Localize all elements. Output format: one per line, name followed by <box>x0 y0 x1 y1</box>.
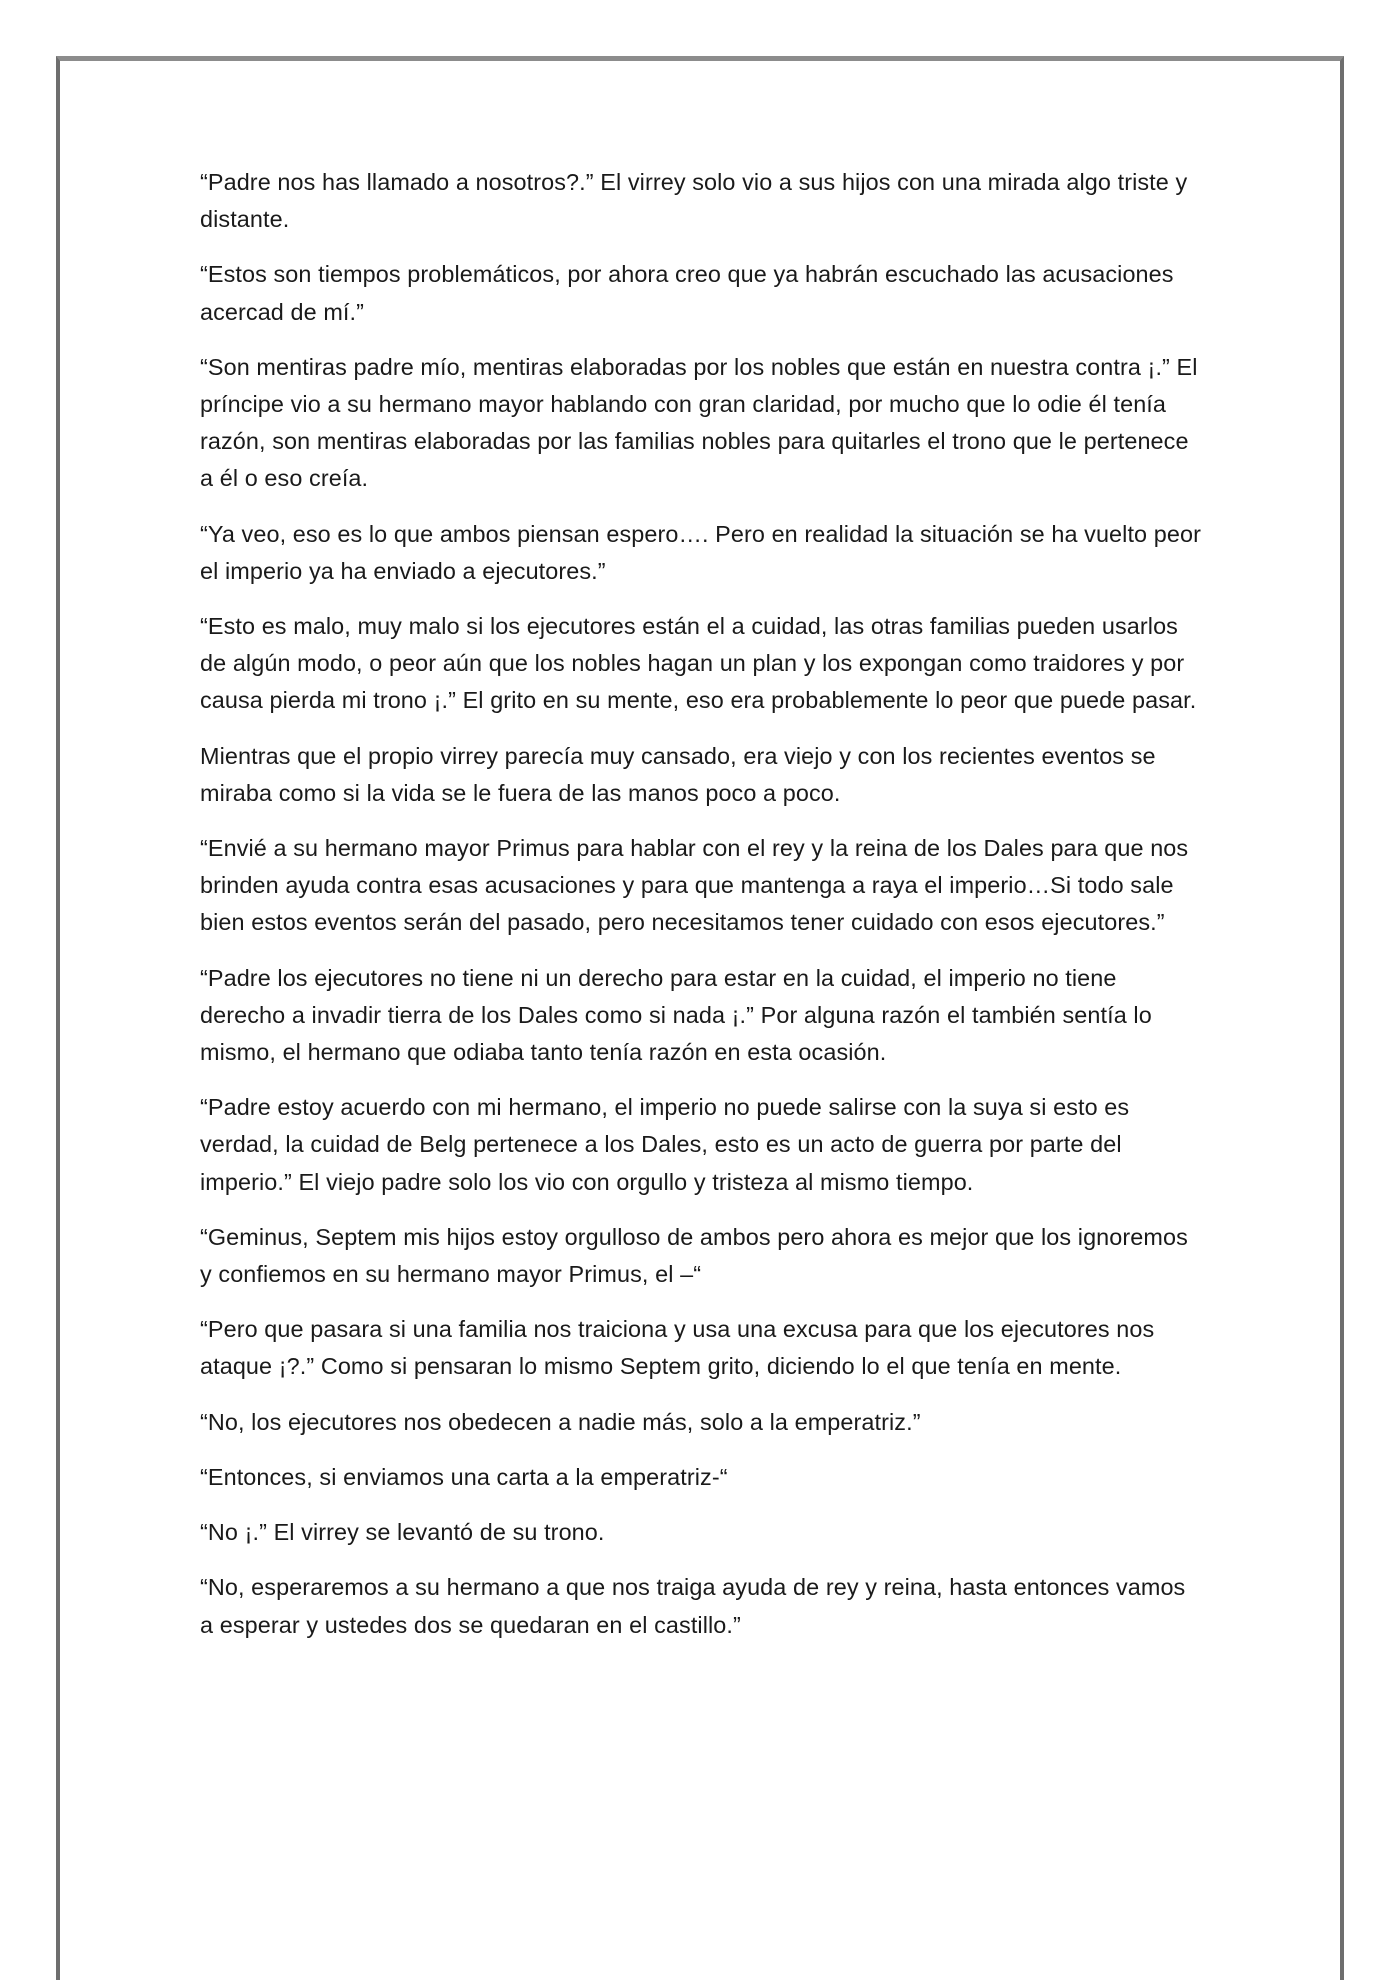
paragraph: “Envié a su hermano mayor Primus para hablar con el rey y la reina de los Dales para que nos brinden ayuda contra esas acusaciones y para que mantenga a raya el imperio…Si todo sale bien estos eventos serán del pasado, pero necesitamos tener cuidado con esos ejecutores.” <box>200 835 1189 936</box>
paragraph: “No, esperaremos a su hermano a que nos traiga ayuda de rey y reina, hasta entonces vamos a esperar y ustedes dos se quedaran en el castillo.” <box>200 1574 1186 1638</box>
paragraph: “Ya veo, eso es lo que ambos piensan espero…. Pero en realidad la situación se ha vuelto peor el imperio ya ha enviado a ejecutores.” <box>200 520 1201 584</box>
document-body <box>200 164 1204 1662</box>
paragraph: “Pero que pasara si una familia nos traiciona y usa una excusa para que los ejecutores nos ataque ¡?.” Como si pensaran lo mismo Septem grito, diciendo lo el que tenía en mente. <box>200 1316 1155 1380</box>
paragraph: “No, los ejecutores nos obedecen a nadie más, solo a la emperatriz.” <box>200 1408 921 1435</box>
paragraph: “Padre los ejecutores no tiene ni un derecho para estar en la cuidad, el imperio no tiene derecho a invadir tierra de los Dales como si nada ¡.” Por alguna razón el también sentía lo mismo, el hermano que odiaba tanto tenía razón en esta ocasión. <box>200 964 1152 1066</box>
paragraph: Mientras que el propio virrey parecía muy cansado, era viejo y con los recientes eventos se miraba como si la vida se le fuera de las manos poco a poco. <box>200 742 1156 806</box>
paragraph: “Son mentiras padre mío, mentiras elaboradas por los nobles que están en nuestra contra ¡.” El príncipe vio a su hermano mayor hablando con gran claridad, por mucho que lo odie él tenía razón, son mentiras elaboradas por las familias nobles para quitarles el trono que le pertenece a él o eso creía. <box>200 353 1198 492</box>
paragraph: “Geminus, Septem mis hijos estoy orgulloso de ambos pero ahora es mejor que los ignoremos y confiemos en su hermano mayor Primus, el –“ <box>200 1223 1188 1288</box>
paragraph: “No ¡.” El virrey se levantó de su trono. <box>200 1519 605 1546</box>
paragraph: “Padre estoy acuerdo con mi hermano, el imperio no puede salirse con la suya si esto es verdad, la cuidad de Belg pertenece a los Dales, esto es un acto de guerra por parte del imperio.” El viejo padre solo los vio con orgullo y tristeza al mismo tiempo. <box>200 1094 1130 1195</box>
paragraph: “Esto es malo, muy malo si los ejecutores están el a cuidad, las otras familias pueden usarlos de algún modo, o peor aún que los nobles hagan un plan y los expongan como traidores y por causa pierda mi trono ¡.” El grito en su mente, eso era probablemente lo peor que puede pasar. <box>200 613 1197 714</box>
paragraph: “Estos son tiempos problemáticos, por ahora creo que ya habrán escuchado las acusaciones acercad de mí.” <box>200 261 1174 325</box>
paragraph: “Entonces, si enviamos una carta a la emperatriz-“ <box>200 1463 728 1490</box>
paragraph: “Padre nos has llamado a nosotros?.” El virrey solo vio a sus hijos con una mirada algo triste y distante. <box>200 169 1188 233</box>
